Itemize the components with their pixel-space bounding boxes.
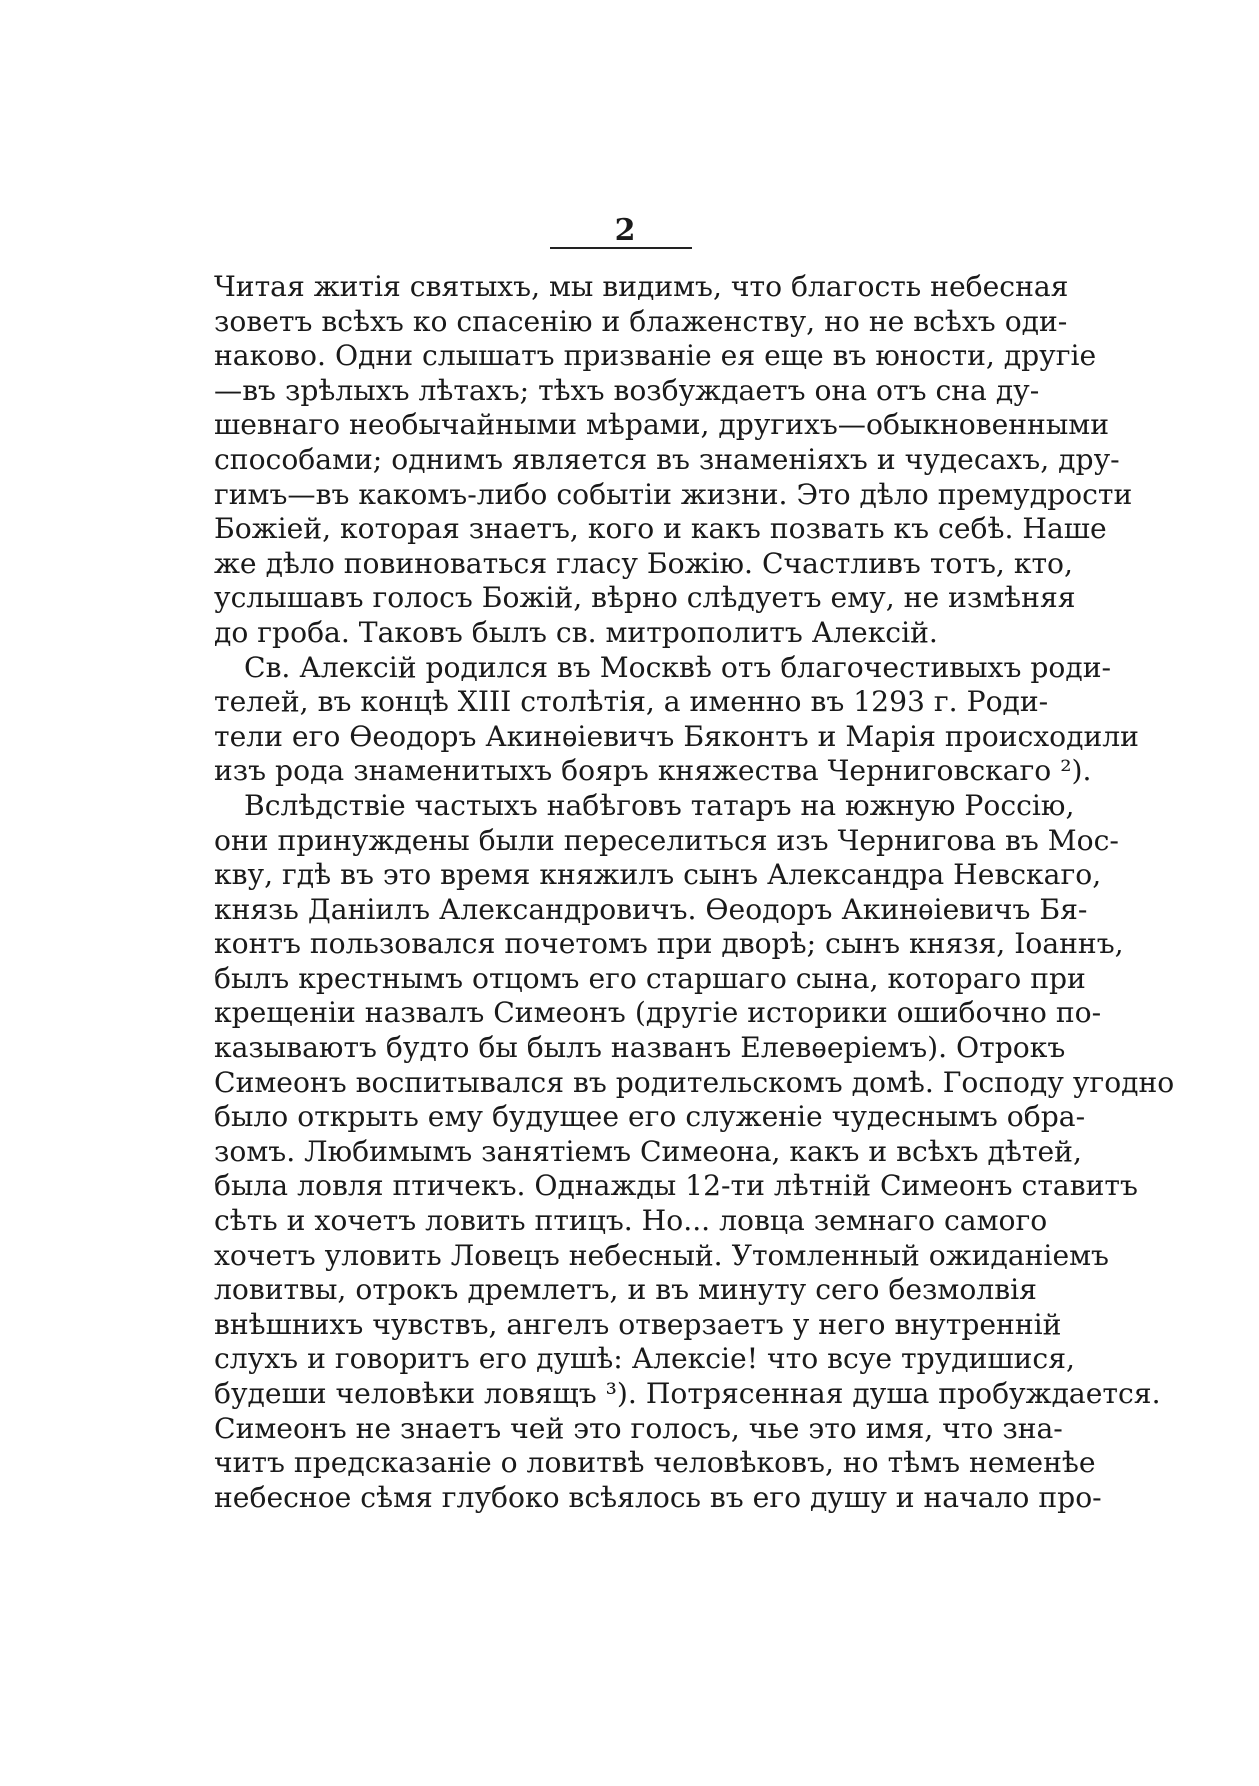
body-text [214, 270, 1175, 1515]
text-line: казываютъ будто бы былъ названъ Елевѳеріемъ). Отрокъ [214, 1031, 1066, 1065]
text-line: же дѣло повиноваться гласу Божію. Счастливъ тотъ, кто, [214, 546, 1073, 580]
text-line: они принуждены были переселиться изъ Чернигова въ Мос- [214, 823, 1119, 857]
text-line: Симеонъ не знаетъ чей это голосъ, чье это имя, что зна- [214, 1411, 1063, 1445]
text-line: тели его Ѳеодоръ Акинѳіевичъ Бяконтъ и Марія происходили [214, 719, 1139, 753]
header-rule [550, 247, 692, 249]
text-line: способами; однимъ является въ знаменіяхъ и чудесахъ, дру- [214, 442, 1120, 476]
text-line: наково. Одни слышатъ призваніе ея еще въ юности, другіе [214, 339, 1097, 373]
text-line: телей, въ концѣ XIII столѣтія, а именно въ 1293 г. Роди- [214, 685, 1049, 719]
text-line: до гроба. Таковъ былъ св. митрополитъ Алексій. [214, 615, 938, 649]
text-line: слухъ и говоритъ его душѣ: Алексіе! что всуе трудишися, [214, 1342, 1075, 1376]
text-line: зомъ. Любимымъ занятіемъ Симеона, какъ и всѣхъ дѣтей, [214, 1134, 1082, 1168]
text-line: контъ пользовался почетомъ при дворѣ; сынъ князя, Іоаннъ, [214, 927, 1124, 961]
text-line: крещеніи назвалъ Симеонъ (другіе историки ошибочно по- [214, 996, 1102, 1030]
text-line: —въ зрѣлыхъ лѣтахъ; тѣхъ возбуждаетъ она отъ сна ду- [214, 373, 1040, 407]
text-line: Св. Алексій родился въ Москвѣ отъ благочестивыхъ роди- [244, 650, 1112, 684]
text-line: небесное сѣмя глубоко всѣялось въ его душу и начало про- [214, 1480, 1102, 1514]
text-line: кву, гдѣ въ это время княжилъ сынъ Александра Невскаго, [214, 858, 1102, 892]
text-line: читъ предсказаніе о ловитвѣ человѣковъ, но тѣмъ неменѣе [214, 1446, 1096, 1480]
text-line: шевнаго необычайными мѣрами, другихъ—обыкновенными [214, 408, 1109, 442]
text-line: изъ рода знаменитыхъ бояръ княжества Черниговскаго ²). [214, 754, 1092, 788]
text-line: князь Даніилъ Александровичъ. Ѳеодоръ Акинѳіевичъ Бя- [214, 892, 1088, 926]
text-line: было открыть ему будущее его служеніе чудеснымъ обра- [214, 1100, 1086, 1134]
text-line: Вслѣдствіе частыхъ набѣговъ татаръ на южную Россію, [244, 788, 1075, 822]
text-line: Божіей, которая знаетъ, кого и какъ позвать къ себѣ. Наше [214, 512, 1107, 546]
text-line: былъ крестнымъ отцомъ его старшаго сына, котораго при [214, 961, 1086, 995]
text-line: была ловля птичекъ. Однажды 12-ти лѣтній Симеонъ ставитъ [214, 1169, 1138, 1203]
page-number: 2 [614, 213, 636, 248]
text-line: Читая житія святыхъ, мы видимъ, что благость небесная [214, 270, 1069, 303]
text-line: будеши человѣки ловящъ ³). Потрясенная душа пробуждается. [214, 1377, 1161, 1410]
text-line: хочетъ уловить Ловецъ небесный. Утомленный ожиданіемъ [214, 1238, 1109, 1272]
text-line: гимъ—въ какомъ-либо событіи жизни. Это дѣло премудрости [214, 477, 1133, 511]
text-line: услышавъ голосъ Божій, вѣрно слѣдуетъ ему, не измѣняя [214, 581, 1076, 615]
text-line: сѣть и хочетъ ловить птицъ. Но... ловца земнаго самого [214, 1204, 1048, 1238]
text-line: ловитвы, отрокъ дремлетъ, и въ минуту сего безмолвія [214, 1273, 1037, 1307]
text-line: Симеонъ воспитывался въ родительскомъ домѣ. Господу угодно [214, 1065, 1175, 1099]
text-line: зоветъ всѣхъ ко спасенію и блаженству, но не всѣхъ оди- [214, 304, 1068, 338]
text-line: внѣшнихъ чувствъ, ангелъ отверзаетъ у него внутренній [214, 1307, 1062, 1341]
